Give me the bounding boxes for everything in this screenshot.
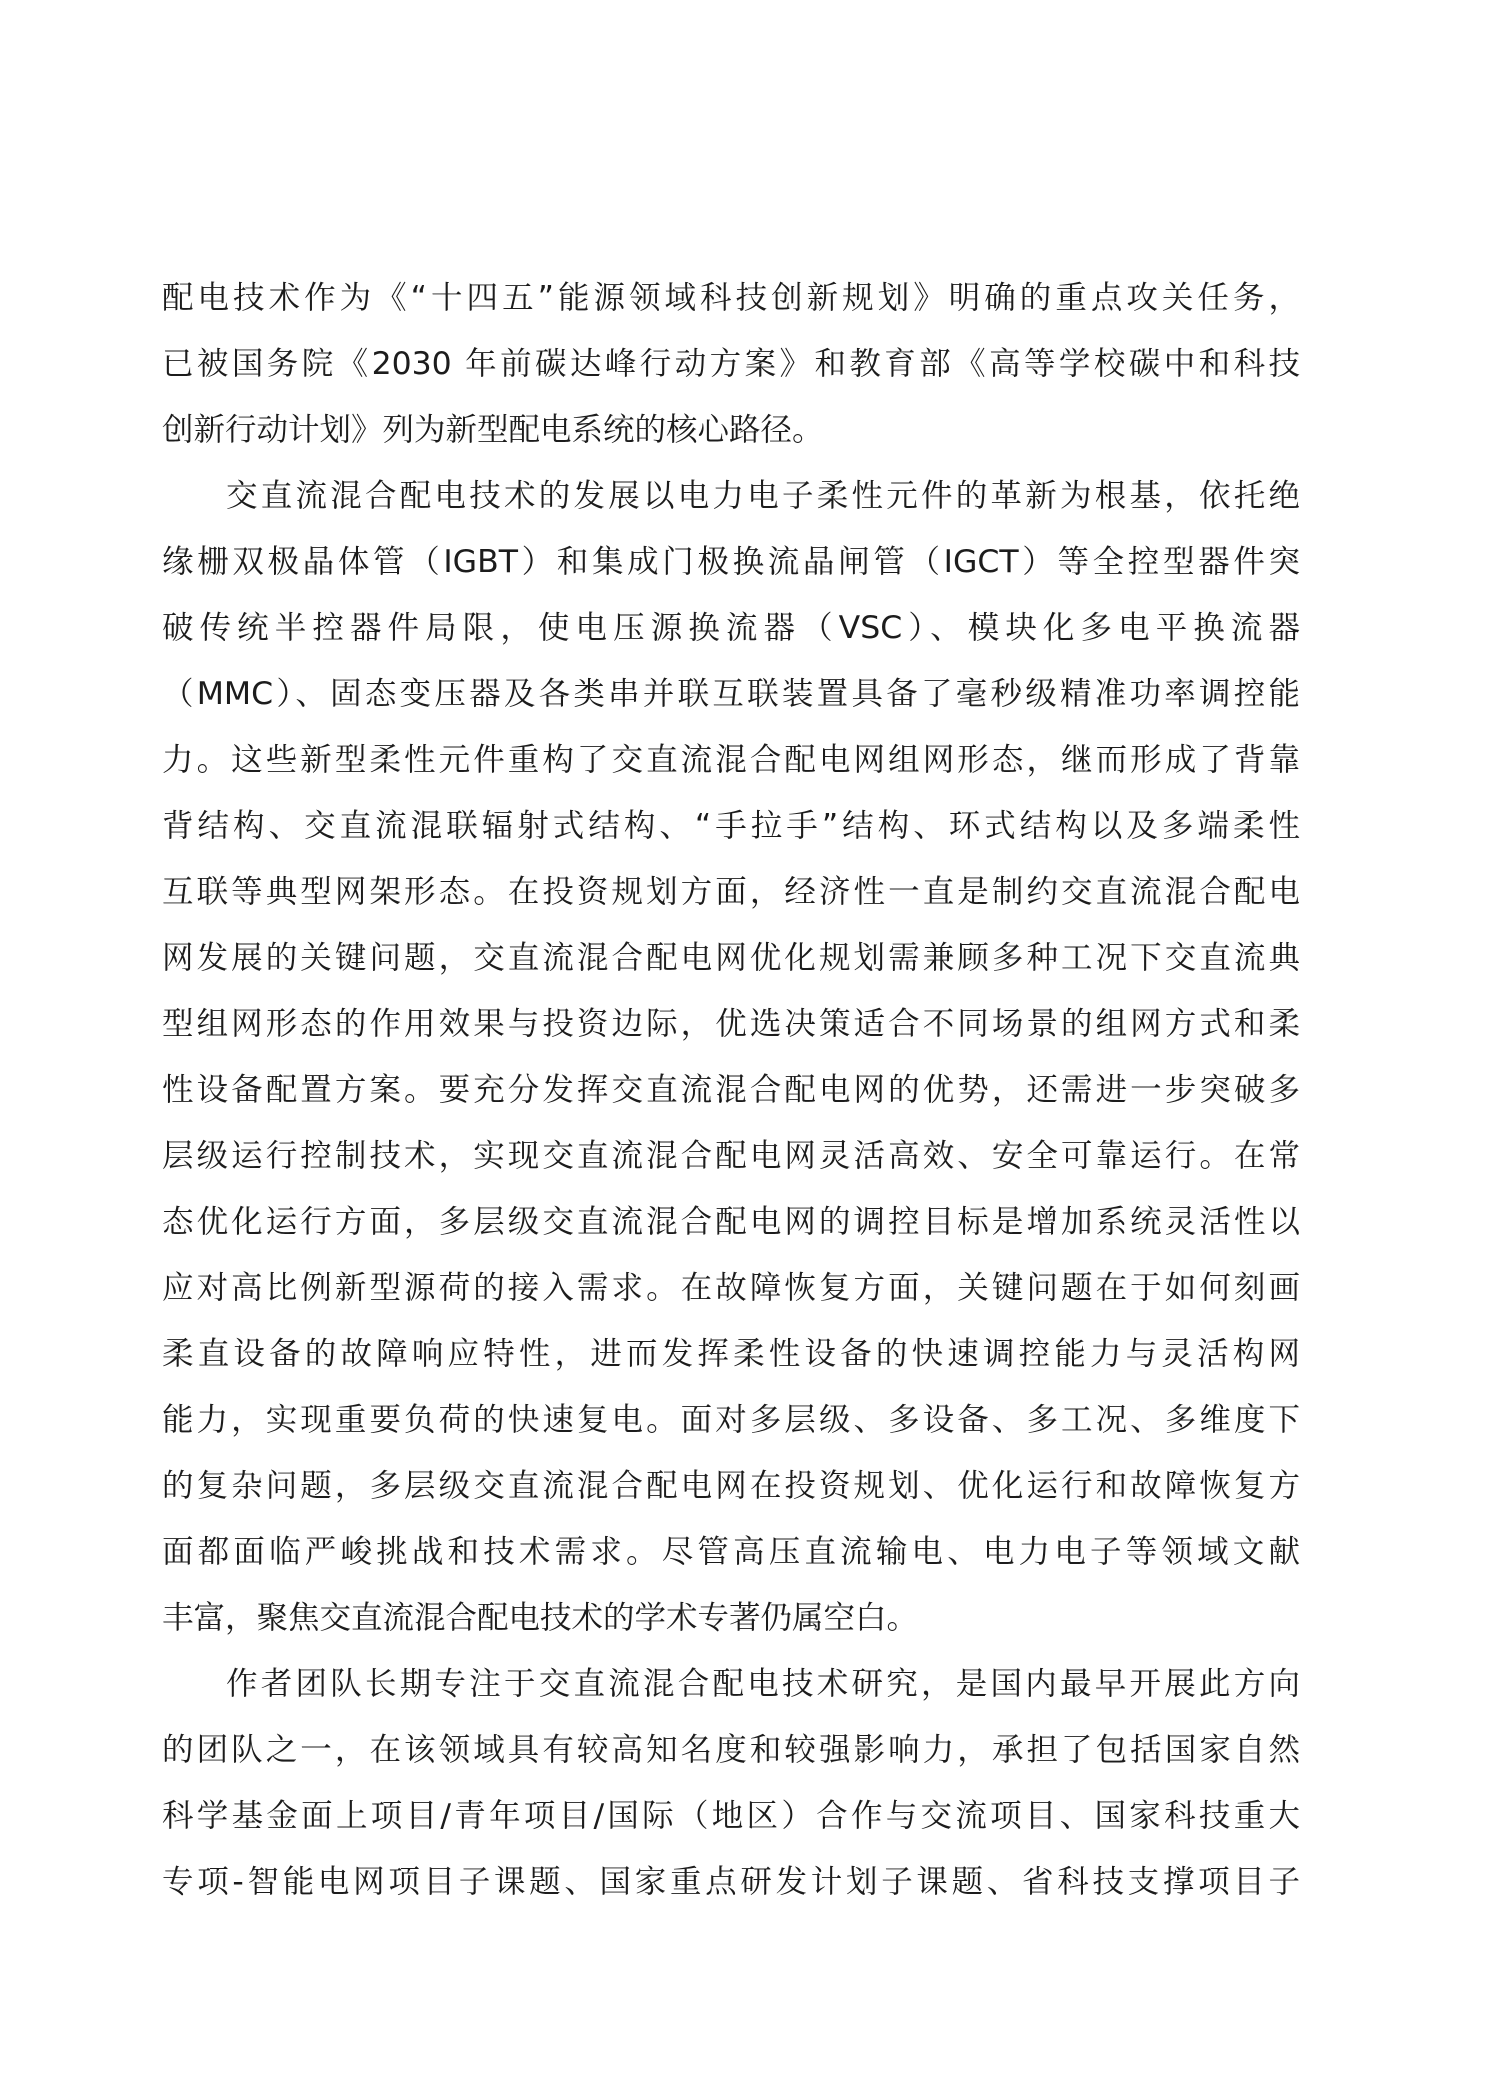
body-text — [162, 265, 1300, 1915]
text-line: 配电技术作为《“十四五”能源领域科技创新规划》明确的重点攻关任务， — [162, 280, 1300, 316]
text-line: 态优化运行方面，多层级交直流混合配电网的调控目标是增加系统灵活性以 — [162, 1204, 1300, 1240]
text-line: 力。这些新型柔性元件重构了交直流混合配电网组网形态，继而形成了背靠 — [162, 742, 1300, 778]
text-line: 作者团队长期专注于交直流混合配电技术研究，是国内最早开展此方向 — [226, 1666, 1300, 1702]
text-line: 专项-智能电网项目子课题、国家重点研发计划子课题、省科技支撑项目子 — [162, 1864, 1300, 1900]
text-line: 性设备配置方案。要充分发挥交直流混合配电网的优势，还需进一步突破多 — [162, 1072, 1300, 1108]
text-line: 缘栅双极晶体管（IGBT）和集成门极换流晶闸管（IGCT）等全控型器件突 — [162, 544, 1300, 580]
text-line: 丰富，聚焦交直流混合配电技术的学术专著仍属空白。 — [162, 1600, 919, 1636]
text-line: 层级运行控制技术，实现交直流混合配电网灵活高效、安全可靠运行。在常 — [162, 1138, 1300, 1174]
text-line: 的复杂问题，多层级交直流混合配电网在投资规划、优化运行和故障恢复方 — [162, 1468, 1300, 1504]
text-line: 应对高比例新型源荷的接入需求。在故障恢复方面，关键问题在于如何刻画 — [162, 1270, 1300, 1306]
text-line: 网发展的关键问题，交直流混合配电网优化规划需兼顾多种工况下交直流典 — [162, 940, 1300, 976]
text-line: 破传统半控器件局限，使电压源换流器（VSC）、模块化多电平换流器 — [162, 610, 1300, 646]
text-line: 交直流混合配电技术的发展以电力电子柔性元件的革新为根基，依托绝 — [226, 478, 1300, 514]
text-line: 柔直设备的故障响应特性，进而发挥柔性设备的快速调控能力与灵活构网 — [162, 1336, 1300, 1372]
text-line: 面都面临严峻挑战和技术需求。尽管高压直流输电、电力电子等领域文献 — [162, 1534, 1300, 1570]
text-line: 背结构、交直流混联辐射式结构、“手拉手”结构、环式结构以及多端柔性 — [162, 808, 1300, 844]
text-line: 已被国务院《2030 年前碳达峰行动方案》和教育部《高等学校碳中和科技 — [162, 346, 1300, 382]
text-line: 型组网形态的作用效果与投资边际，优选决策适合不同场景的组网方式和柔 — [162, 1006, 1300, 1042]
text-line: 能力，实现重要负荷的快速复电。面对多层级、多设备、多工况、多维度下 — [162, 1402, 1300, 1438]
text-line: （MMC）、固态变压器及各类串并联互联装置具备了毫秒级精准功率调控能 — [162, 676, 1300, 712]
text-line: 创新行动计划》列为新型配电系统的核心路径。 — [162, 412, 824, 448]
text-line: 科学基金面上项目/青年项目/国际（地区）合作与交流项目、国家科技重大 — [162, 1798, 1300, 1834]
text-line: 互联等典型网架形态。在投资规划方面，经济性一直是制约交直流混合配电 — [162, 874, 1300, 910]
text-line: 的团队之一，在该领域具有较高知名度和较强影响力，承担了包括国家自然 — [162, 1732, 1300, 1768]
